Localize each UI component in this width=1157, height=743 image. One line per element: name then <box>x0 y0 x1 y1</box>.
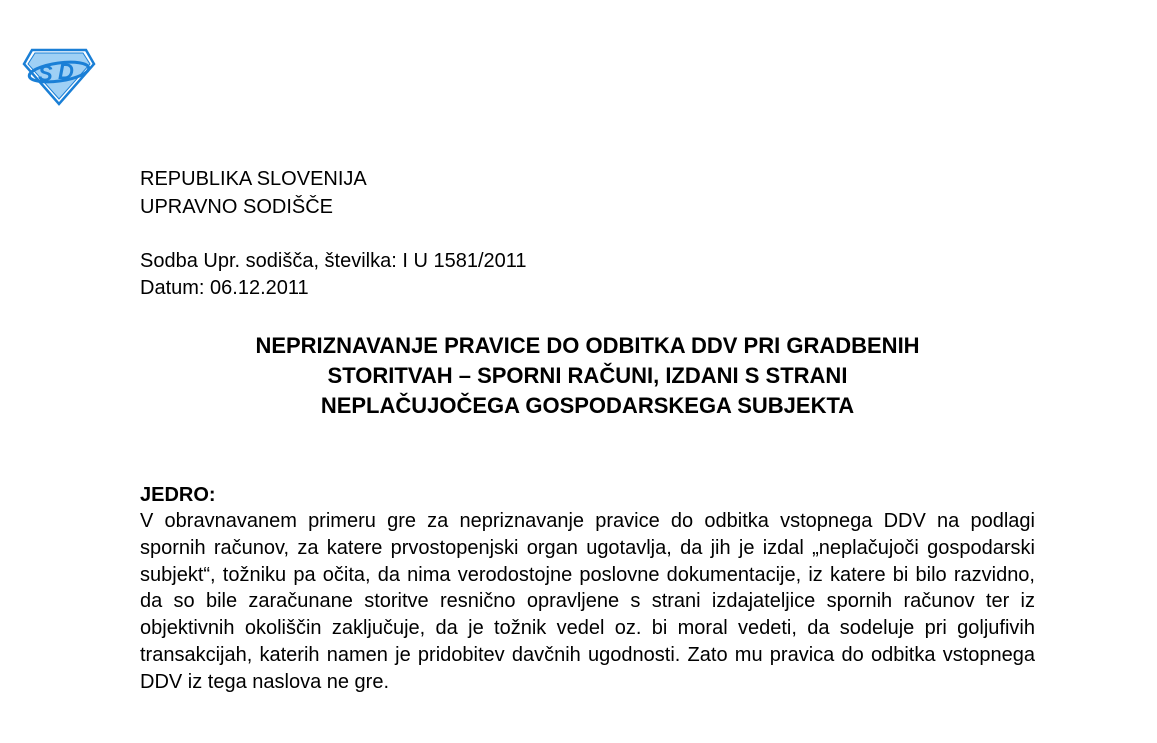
title-line-1: NEPRIZNAVANJE PRAVICE DO ODBITKA DDV PRI GRADBENIH <box>255 333 920 358</box>
court-header-republic: REPUBLIKA SLOVENIJA <box>140 168 367 190</box>
document-title <box>140 331 1035 421</box>
sd-diamond-logo-icon <box>22 48 96 106</box>
svg-text:S: S <box>38 61 53 86</box>
svg-text:D: D <box>58 59 74 84</box>
section-heading: JEDRO: <box>140 484 216 506</box>
sd-logo-icon <box>22 48 96 106</box>
date-line: Datum: 06.12.2011 <box>140 277 309 299</box>
title-line-3: NEPLAČUJOČEGA GOSPODARSKEGA SUBJEKTA <box>320 393 855 418</box>
title-line-2: STORITVAH – SPORNI RAČUNI, IZDANI S STRANI <box>327 363 848 388</box>
case-number-line: Sodba Upr. sodišča, številka: I U 1581/2011 <box>140 250 527 272</box>
section-body-paragraph: V obravnavanem primeru gre za nepriznavanje pravice do odbitka vstopnega DDV na podlagi spornih računov, za katere prvostopenjski organ ugotavlja, da jih je izdal „neplačujoči gospodarski subjekt“, tožniku pa očita, da nima verodostojne poslovne dokumentacije, iz katere bi bilo razvidno, da so bile zaračunane storitve resnično opravljene s strani izdajateljice spornih računov ter iz objektivnih okoliščin zaključuje, da je tožnik vedel oz. bi moral vedeti, da sodeluje pri goljufivih transakcijah, katerih namen je pridobitev davčnih ugodnosti. Zato mu pravica do odbitka vstopnega DDV iz tega naslova ne gre. <box>140 510 1035 693</box>
court-header-court-name: UPRAVNO SODIŠČE <box>140 196 333 218</box>
